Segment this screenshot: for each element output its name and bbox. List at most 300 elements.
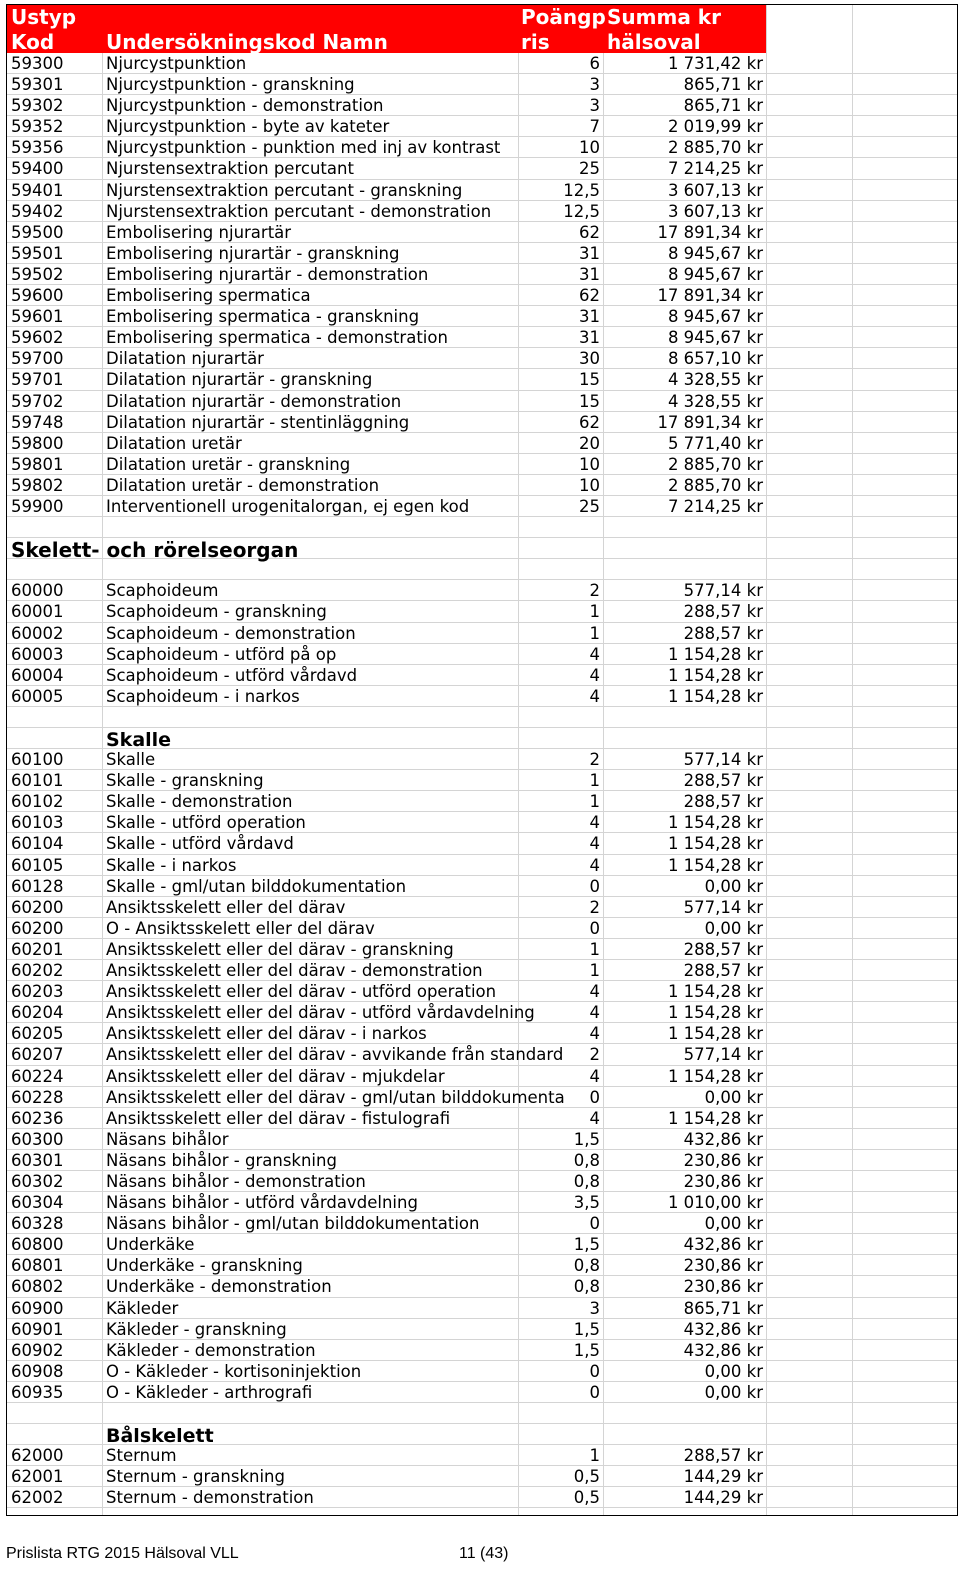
header-kod: Kod <box>11 30 55 54</box>
section-heading-row <box>7 538 957 563</box>
table-row <box>7 1066 957 1087</box>
row-points: 25 <box>579 159 600 179</box>
table-row <box>7 686 957 707</box>
row-points: 1 <box>589 1446 600 1466</box>
row-name: Njurcystpunktion - byte av kateter <box>106 117 390 137</box>
row-points: 1 <box>589 939 600 959</box>
row-sum: 3 607,13 kr <box>667 201 763 221</box>
row-name: Njurstensextraktion percutant <box>106 159 354 179</box>
row-sum: 8 945,67 kr <box>667 243 763 263</box>
row-sum: 1 154,28 kr <box>667 834 763 854</box>
table-row <box>7 665 957 686</box>
row-code: 59352 <box>11 117 64 137</box>
row-points: 4 <box>589 1024 600 1044</box>
row-name: Embolisering spermatica - granskning <box>106 307 420 327</box>
row-sum: 1 154,28 kr <box>667 1003 763 1023</box>
row-points: 1 <box>589 961 600 981</box>
row-sum: 1 154,28 kr <box>667 644 763 664</box>
row-code: 60236 <box>11 1108 64 1128</box>
row-code: 60902 <box>11 1340 64 1360</box>
row-sum: 1 010,00 kr <box>667 1193 763 1213</box>
footer-document-title: Prislista RTG 2015 Hälsoval VLL <box>6 1545 239 1562</box>
table-row <box>7 391 957 412</box>
row-code: 60200 <box>11 918 64 938</box>
row-name: Embolisering njurartär <box>106 222 292 242</box>
table-row <box>7 412 957 433</box>
row-code: 60200 <box>11 897 64 917</box>
row-name: Njurcystpunktion <box>106 54 247 73</box>
table-row <box>7 855 957 876</box>
row-name: O - Ansiktsskelett eller del därav <box>106 918 375 938</box>
row-points: 1 <box>589 771 600 791</box>
row-points: 4 <box>589 1108 600 1128</box>
row-points: 31 <box>579 307 600 327</box>
row-points: 4 <box>589 665 600 685</box>
table-row <box>7 264 957 285</box>
row-name: Dilatation njurartär - demonstration <box>106 391 402 411</box>
row-points: 4 <box>589 1066 600 1086</box>
row-code: 59402 <box>11 201 64 221</box>
table-row <box>7 95 957 116</box>
row-sum: 432,86 kr <box>683 1235 763 1255</box>
table-row <box>7 285 957 306</box>
row-sum: 577,14 kr <box>683 1045 763 1065</box>
row-code: 60328 <box>11 1214 64 1234</box>
row-name: Ansiktsskelett eller del därav - gml/utan bilddokumenta <box>106 1087 565 1107</box>
header-sum-line2: hälsoval <box>607 30 701 54</box>
row-points: 10 <box>579 138 600 158</box>
row-name: Ansiktsskelett eller del därav - i narkos <box>106 1024 427 1044</box>
table-row <box>7 222 957 243</box>
row-points: 3 <box>589 1298 600 1318</box>
row-code: 60005 <box>11 686 64 706</box>
row-sum: 432,86 kr <box>683 1319 763 1339</box>
row-name: Näsans bihålor - granskning <box>106 1150 337 1170</box>
table-row <box>7 876 957 897</box>
row-points: 1,5 <box>573 1129 600 1149</box>
row-points: 1 <box>589 602 600 622</box>
row-points: 0,8 <box>573 1277 600 1297</box>
row-sum: 1 154,28 kr <box>667 982 763 1002</box>
row-code: 60205 <box>11 1024 64 1044</box>
table-row <box>7 1087 957 1108</box>
row-sum: 1 731,42 kr <box>667 54 763 73</box>
table-row <box>7 496 957 517</box>
row-sum: 288,57 kr <box>683 792 763 812</box>
row-sum: 144,29 kr <box>683 1488 763 1508</box>
row-sum: 17 891,34 kr <box>657 222 763 242</box>
row-name: Njurcystpunktion - granskning <box>106 75 355 95</box>
row-points: 0 <box>589 1214 600 1234</box>
table-row <box>7 137 957 158</box>
row-points: 31 <box>579 264 600 284</box>
row-sum: 577,14 kr <box>683 581 763 601</box>
row-sum: 865,71 kr <box>683 96 763 116</box>
table-row <box>7 201 957 222</box>
row-name: Ansiktsskelett eller del därav - avvikande från standard <box>106 1045 564 1065</box>
row-code: 59302 <box>11 96 64 116</box>
header-ustyp: Ustyp <box>11 5 77 29</box>
row-sum: 230,86 kr <box>683 1277 763 1297</box>
table-row <box>7 580 957 601</box>
row-sum: 17 891,34 kr <box>657 412 763 432</box>
row-name: Scaphoideum - granskning <box>106 602 327 622</box>
row-name: Näsans bihålor <box>106 1129 229 1149</box>
row-code: 60003 <box>11 644 64 664</box>
row-sum: 0,00 kr <box>704 876 763 896</box>
row-name: O - Käkleder - arthrografi <box>106 1382 313 1402</box>
row-code: 60204 <box>11 1003 64 1023</box>
row-code: 60800 <box>11 1235 64 1255</box>
row-code: 60304 <box>11 1193 64 1213</box>
table-row <box>7 1361 957 1382</box>
row-code: 60102 <box>11 792 64 812</box>
row-points: 2 <box>589 750 600 770</box>
row-code: 59601 <box>11 307 64 327</box>
table-row <box>7 243 957 264</box>
blank-row <box>7 1403 957 1424</box>
row-name: Käkleder - demonstration <box>106 1340 316 1360</box>
table-row <box>7 1129 957 1150</box>
table-row <box>7 158 957 179</box>
table-row <box>7 1340 957 1361</box>
row-points: 15 <box>579 391 600 411</box>
row-name: Skalle - demonstration <box>106 792 293 812</box>
row-name: Scaphoideum - utförd på op <box>106 644 337 664</box>
table-row <box>7 791 957 812</box>
row-points: 15 <box>579 370 600 390</box>
table-row <box>7 601 957 622</box>
row-points: 3 <box>589 96 600 116</box>
row-points: 4 <box>589 834 600 854</box>
row-name: Skalle - utförd vårdavd <box>106 834 294 854</box>
row-name: Ansiktsskelett eller del därav - mjukdelar <box>106 1066 445 1086</box>
row-name: Dilatation uretär <box>106 433 242 453</box>
row-sum: 8 945,67 kr <box>667 264 763 284</box>
price-list-table <box>6 4 958 1516</box>
row-name: Ansiktsskelett eller del därav - utförd vårdavdelning <box>106 1003 535 1023</box>
row-name: Njurcystpunktion - demonstration <box>106 96 384 116</box>
row-points: 4 <box>589 644 600 664</box>
row-code: 60300 <box>11 1129 64 1149</box>
row-points: 12,5 <box>563 201 600 221</box>
row-name: Skalle - i narkos <box>106 855 237 875</box>
row-code: 59502 <box>11 264 64 284</box>
row-name: Näsans bihålor - utförd vårdavdelning <box>106 1193 418 1213</box>
row-code: 59602 <box>11 328 64 348</box>
row-sum: 5 771,40 kr <box>667 433 763 453</box>
row-sum: 0,00 kr <box>704 1087 763 1107</box>
table-row <box>7 433 957 454</box>
row-code: 60203 <box>11 982 64 1002</box>
row-points: 4 <box>589 686 600 706</box>
row-name: Käkleder <box>106 1298 179 1318</box>
row-code: 60128 <box>11 876 64 896</box>
row-sum: 7 214,25 kr <box>667 496 763 516</box>
table-row <box>7 939 957 960</box>
table-row <box>7 475 957 496</box>
row-sum: 865,71 kr <box>683 1298 763 1318</box>
row-points: 1,5 <box>573 1235 600 1255</box>
row-code: 59500 <box>11 222 64 242</box>
row-sum: 288,57 kr <box>683 602 763 622</box>
row-code: 60100 <box>11 750 64 770</box>
table-row <box>7 1192 957 1213</box>
row-code: 60801 <box>11 1256 64 1276</box>
row-name: Käkleder - granskning <box>106 1319 287 1339</box>
table-row <box>7 454 957 475</box>
row-points: 25 <box>579 496 600 516</box>
row-name: Skalle - utförd operation <box>106 813 306 833</box>
table-row <box>7 749 957 770</box>
row-sum: 0,00 kr <box>704 918 763 938</box>
row-sum: 865,71 kr <box>683 75 763 95</box>
blank-row <box>7 707 957 728</box>
row-code: 60001 <box>11 602 64 622</box>
row-code: 59400 <box>11 159 64 179</box>
row-sum: 4 328,55 kr <box>667 370 763 390</box>
row-points: 0 <box>589 1087 600 1107</box>
table-row <box>7 1234 957 1255</box>
row-sum: 1 154,28 kr <box>667 1108 763 1128</box>
row-code: 59900 <box>11 496 64 516</box>
row-code: 59748 <box>11 412 64 432</box>
table-row <box>7 1108 957 1129</box>
row-code: 60103 <box>11 813 64 833</box>
table-row <box>7 1002 957 1023</box>
row-points: 2 <box>589 581 600 601</box>
row-code: 62002 <box>11 1488 64 1508</box>
row-code: 60104 <box>11 834 64 854</box>
row-points: 62 <box>579 222 600 242</box>
row-name: Ansiktsskelett eller del därav - granskning <box>106 939 454 959</box>
row-code: 60935 <box>11 1382 64 1402</box>
row-points: 0,8 <box>573 1171 600 1191</box>
table-row <box>7 1213 957 1234</box>
header-points-line1: Poängp <box>521 5 606 29</box>
section-heading: Skelett- och rörelseorgan <box>11 538 299 563</box>
row-points: 0 <box>589 1361 600 1381</box>
row-points: 3,5 <box>573 1193 600 1213</box>
row-code: 60101 <box>11 771 64 791</box>
row-sum: 3 607,13 kr <box>667 180 763 200</box>
row-code: 60228 <box>11 1087 64 1107</box>
row-points: 0 <box>589 876 600 896</box>
row-points: 1,5 <box>573 1319 600 1339</box>
row-points: 0,5 <box>573 1467 600 1487</box>
row-sum: 0,00 kr <box>704 1214 763 1234</box>
row-sum: 8 945,67 kr <box>667 307 763 327</box>
table-row <box>7 812 957 833</box>
row-sum: 2 019,99 kr <box>667 117 763 137</box>
table-row <box>7 1319 957 1340</box>
row-name: Interventionell urogenitalorgan, ej egen kod <box>106 496 470 516</box>
row-sum: 1 154,28 kr <box>667 1024 763 1044</box>
row-points: 0,8 <box>573 1150 600 1170</box>
row-sum: 1 154,28 kr <box>667 1066 763 1086</box>
table-row <box>7 327 957 348</box>
row-name: Dilatation njurartär <box>106 349 264 369</box>
row-points: 31 <box>579 328 600 348</box>
table-row <box>7 918 957 939</box>
table-row <box>7 1023 957 1044</box>
row-name: Ansiktsskelett eller del därav - fistulografi <box>106 1108 451 1128</box>
row-points: 0,5 <box>573 1488 600 1508</box>
row-name: Skalle <box>106 750 156 770</box>
row-points: 4 <box>589 1003 600 1023</box>
row-sum: 2 885,70 kr <box>667 454 763 474</box>
row-code: 59401 <box>11 180 64 200</box>
table-row <box>7 623 957 644</box>
row-points: 6 <box>589 54 600 73</box>
row-points: 4 <box>589 855 600 875</box>
row-code: 60207 <box>11 1045 64 1065</box>
row-sum: 288,57 kr <box>683 623 763 643</box>
row-name: Sternum - demonstration <box>106 1488 314 1508</box>
row-name: Ansiktsskelett eller del därav - demonstration <box>106 961 483 981</box>
row-points: 4 <box>589 982 600 1002</box>
row-sum: 0,00 kr <box>704 1382 763 1402</box>
table-row <box>7 1255 957 1276</box>
row-name: Dilatation njurartär - stentinläggning <box>106 412 410 432</box>
row-code: 59702 <box>11 391 64 411</box>
table-row <box>7 1298 957 1319</box>
table-row <box>7 1171 957 1192</box>
blank-row <box>7 559 957 580</box>
row-points: 7 <box>589 117 600 137</box>
row-points: 4 <box>589 813 600 833</box>
row-points: 2 <box>589 897 600 917</box>
row-name: Dilatation uretär - granskning <box>106 454 351 474</box>
row-points: 30 <box>579 349 600 369</box>
row-code: 60802 <box>11 1277 64 1297</box>
row-code: 62001 <box>11 1467 64 1487</box>
row-code: 60908 <box>11 1361 64 1381</box>
row-code: 60302 <box>11 1171 64 1191</box>
row-name: Underkäke - granskning <box>106 1256 303 1276</box>
row-points: 12,5 <box>563 180 600 200</box>
row-sum: 1 154,28 kr <box>667 813 763 833</box>
row-name: Njurstensextraktion percutant - granskning <box>106 180 463 200</box>
row-name: Dilatation njurartär - granskning <box>106 370 373 390</box>
table-row <box>7 116 957 137</box>
row-sum: 7 214,25 kr <box>667 159 763 179</box>
row-name: Embolisering njurartär - granskning <box>106 243 400 263</box>
row-points: 62 <box>579 412 600 432</box>
row-code: 60900 <box>11 1298 64 1318</box>
row-code: 60201 <box>11 939 64 959</box>
table-header <box>7 5 766 53</box>
row-points: 10 <box>579 475 600 495</box>
row-points: 0 <box>589 1382 600 1402</box>
row-name: Scaphoideum - i narkos <box>106 686 300 706</box>
subsection-heading: Skalle <box>106 729 172 751</box>
row-name: Skalle - gml/utan bilddokumentation <box>106 876 407 896</box>
row-code: 59801 <box>11 454 64 474</box>
row-name: Scaphoideum <box>106 581 219 601</box>
row-sum: 1 154,28 kr <box>667 686 763 706</box>
row-code: 60224 <box>11 1066 64 1086</box>
table-row <box>7 833 957 854</box>
table-row <box>7 644 957 665</box>
row-name: O - Käkleder - kortisoninjektion <box>106 1361 362 1381</box>
subsection-heading: Bålskelett <box>106 1425 214 1448</box>
row-code: 60002 <box>11 623 64 643</box>
row-code: 60901 <box>11 1319 64 1339</box>
row-code: 59600 <box>11 286 64 306</box>
row-code: 60004 <box>11 665 64 685</box>
row-sum: 432,86 kr <box>683 1129 763 1149</box>
row-name: Scaphoideum - demonstration <box>106 623 356 643</box>
row-name: Näsans bihålor - demonstration <box>106 1171 366 1191</box>
row-sum: 8 657,10 kr <box>667 349 763 369</box>
row-sum: 4 328,55 kr <box>667 391 763 411</box>
row-name: Sternum - granskning <box>106 1467 285 1487</box>
row-code: 59356 <box>11 138 64 158</box>
row-sum: 230,86 kr <box>683 1171 763 1191</box>
subsection-heading-row <box>7 1424 957 1448</box>
table-row <box>7 1382 957 1403</box>
row-code: 62000 <box>11 1446 64 1466</box>
row-points: 1 <box>589 623 600 643</box>
row-name: Dilatation uretär - demonstration <box>106 475 380 495</box>
footer-page-number: 11 (43) <box>459 1545 509 1562</box>
row-sum: 288,57 kr <box>683 771 763 791</box>
row-sum: 288,57 kr <box>683 1446 763 1466</box>
header-points-line2: ris <box>521 30 550 54</box>
row-points: 20 <box>579 433 600 453</box>
table-row <box>7 348 957 369</box>
row-name: Njurcystpunktion - punktion med inj av kontrast <box>106 138 501 158</box>
table-row <box>7 1150 957 1171</box>
row-points: 2 <box>589 1045 600 1065</box>
row-points: 0,8 <box>573 1256 600 1276</box>
row-sum: 2 885,70 kr <box>667 475 763 495</box>
table-row <box>7 960 957 981</box>
row-points: 0 <box>589 918 600 938</box>
table-row <box>7 53 957 74</box>
row-name: Njurstensextraktion percutant - demonstration <box>106 201 492 221</box>
row-sum: 1 154,28 kr <box>667 855 763 875</box>
row-name: Underkäke <box>106 1235 195 1255</box>
row-sum: 1 154,28 kr <box>667 665 763 685</box>
table-body <box>7 53 957 1508</box>
row-name: Underkäke - demonstration <box>106 1277 332 1297</box>
row-name: Skalle - granskning <box>106 771 264 791</box>
row-sum: 288,57 kr <box>683 939 763 959</box>
row-name: Scaphoideum - utförd vårdavd <box>106 665 358 685</box>
row-code: 59700 <box>11 349 64 369</box>
row-sum: 577,14 kr <box>683 750 763 770</box>
row-code: 59501 <box>11 243 64 263</box>
table-row <box>7 770 957 791</box>
row-code: 59300 <box>11 54 64 73</box>
table-row <box>7 74 957 95</box>
table-row <box>7 1445 957 1466</box>
table-row <box>7 306 957 327</box>
row-sum: 144,29 kr <box>683 1467 763 1487</box>
row-name: Embolisering spermatica - demonstration <box>106 328 448 348</box>
table-row <box>7 981 957 1002</box>
row-code: 59301 <box>11 75 64 95</box>
row-sum: 230,86 kr <box>683 1150 763 1170</box>
row-code: 59800 <box>11 433 64 453</box>
row-code: 60105 <box>11 855 64 875</box>
table-row <box>7 1466 957 1487</box>
row-code: 60000 <box>11 581 64 601</box>
row-sum: 432,86 kr <box>683 1340 763 1360</box>
table-row <box>7 1276 957 1297</box>
